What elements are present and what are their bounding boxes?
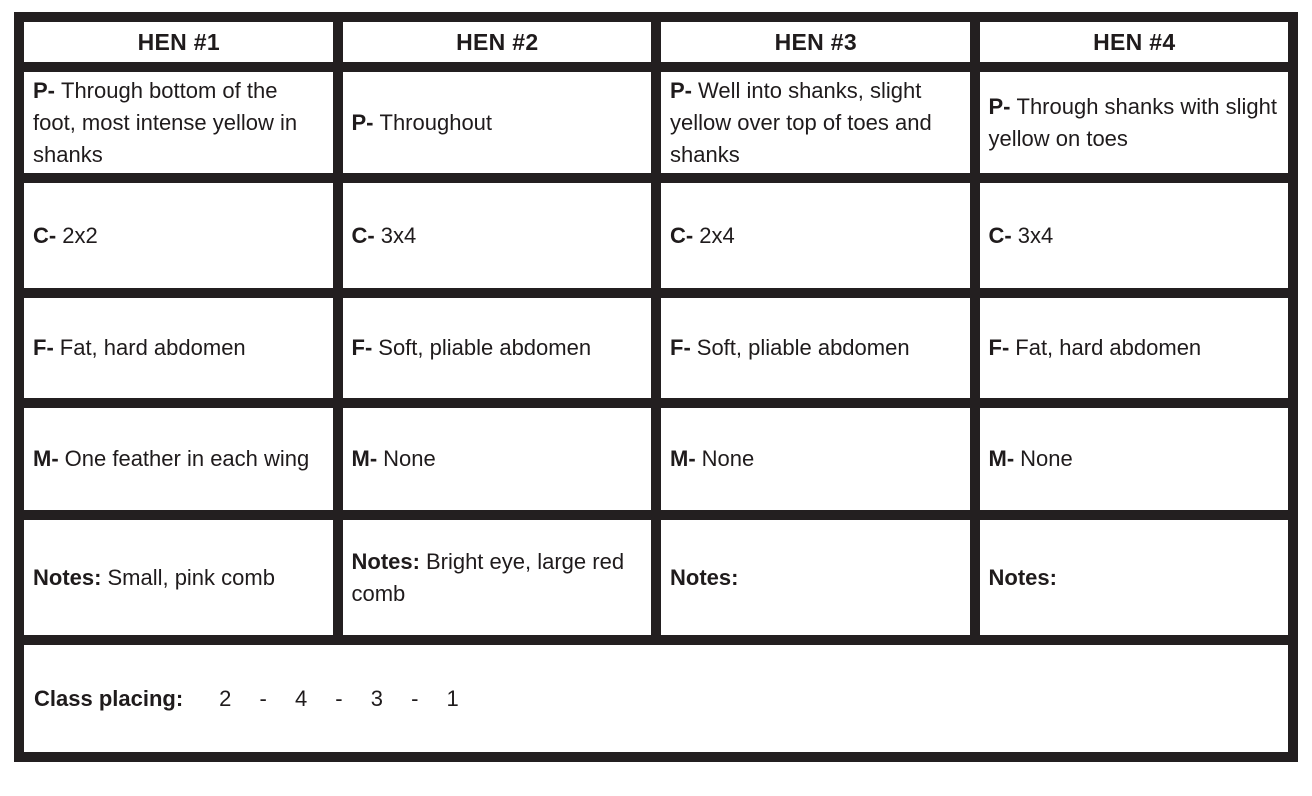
cell-pigmentation-hen-2 <box>338 67 657 178</box>
class-placing-value: 2 - 4 - 3 - 1 <box>219 685 459 711</box>
fat-text: Soft, pliable abdomen <box>378 335 592 360</box>
fat-text: Fat, hard abdomen <box>1015 335 1202 360</box>
notes-label: Notes: <box>351 548 420 574</box>
cell-pigmentation-hen-3 <box>656 67 975 178</box>
fat-text: Soft, pliable abdomen <box>696 335 910 360</box>
cell-molt-hen-1 <box>19 403 338 515</box>
molt-text: One feather in each wing <box>64 446 310 471</box>
comb-text: 3x4 <box>1017 222 1054 248</box>
fat-label: F- <box>33 335 54 360</box>
comb-text: 3x4 <box>380 222 417 248</box>
pigmentation-text: Well into shanks, slight yellow over top of toes and shanks <box>670 77 932 167</box>
comb-label: C- <box>351 222 375 248</box>
cell-comb-hen-1 <box>19 178 338 293</box>
molt-label: M- <box>33 446 59 471</box>
pigmentation-label: P- <box>988 93 1011 119</box>
cell-molt-hen-4 <box>975 403 1294 515</box>
pigmentation-label: P- <box>670 77 692 103</box>
cell-notes-hen-3 <box>656 515 975 640</box>
notes-label: Notes: <box>670 564 739 590</box>
notes-label: Notes: <box>988 564 1057 590</box>
fat-text: Fat, hard abdomen <box>59 335 246 360</box>
row-comb <box>19 178 1293 293</box>
notes-label: Notes: <box>33 564 102 590</box>
header-cell-hen-2: HEN #2 <box>338 17 657 67</box>
cell-comb-hen-3 <box>656 178 975 293</box>
cell-fat-hen-4 <box>975 293 1294 403</box>
cell-molt-hen-3 <box>656 403 975 515</box>
pigmentation-label: P- <box>351 109 374 135</box>
header-cell-hen-3: HEN #3 <box>656 17 975 67</box>
pigmentation-label: P- <box>33 77 55 103</box>
molt-text: None <box>383 446 436 471</box>
cell-comb-hen-4 <box>975 178 1294 293</box>
cell-fat-hen-3 <box>656 293 975 403</box>
cell-notes-hen-2 <box>338 515 657 640</box>
cell-molt-hen-2 <box>338 403 657 515</box>
header-cell-hen-4: HEN #4 <box>975 17 1294 67</box>
cell-class-placing <box>19 640 1293 757</box>
hen-judging-table <box>14 12 1298 762</box>
pigmentation-text: Through shanks with slight yellow on toes <box>988 93 1277 151</box>
molt-text: None <box>701 446 755 471</box>
molt-label: M- <box>670 446 696 471</box>
row-molt <box>19 403 1293 515</box>
comb-label: C- <box>988 222 1012 248</box>
cell-notes-hen-4 <box>975 515 1294 640</box>
comb-label: C- <box>33 222 57 248</box>
cell-comb-hen-2 <box>338 178 657 293</box>
fat-label: F- <box>351 335 373 360</box>
comb-label: C- <box>670 222 694 248</box>
fat-label: F- <box>988 335 1010 360</box>
header-row <box>19 17 1293 67</box>
cell-fat-hen-2 <box>338 293 657 403</box>
pigmentation-text: Throughout <box>379 109 493 135</box>
class-placing-label: Class placing: <box>34 685 184 711</box>
notes-text: Bright eye, large red comb <box>351 548 625 606</box>
notes-text: Small, pink comb <box>107 564 275 590</box>
cell-pigmentation-hen-1 <box>19 67 338 178</box>
comb-text: 2x4 <box>699 222 735 248</box>
molt-text: None <box>1020 446 1073 471</box>
row-fat <box>19 293 1293 403</box>
cell-notes-hen-1 <box>19 515 338 640</box>
row-class-placing <box>19 640 1293 757</box>
pigmentation-text: Through bottom of the foot, most intense yellow in shanks <box>33 77 298 167</box>
molt-label: M- <box>351 446 378 471</box>
molt-label: M- <box>988 446 1015 471</box>
comb-text: 2x2 <box>62 222 98 248</box>
header-cell-hen-1: HEN #1 <box>19 17 338 67</box>
cell-pigmentation-hen-4 <box>975 67 1294 178</box>
row-notes <box>19 515 1293 640</box>
fat-label: F- <box>670 335 691 360</box>
row-pigmentation <box>19 67 1293 178</box>
cell-fat-hen-1 <box>19 293 338 403</box>
